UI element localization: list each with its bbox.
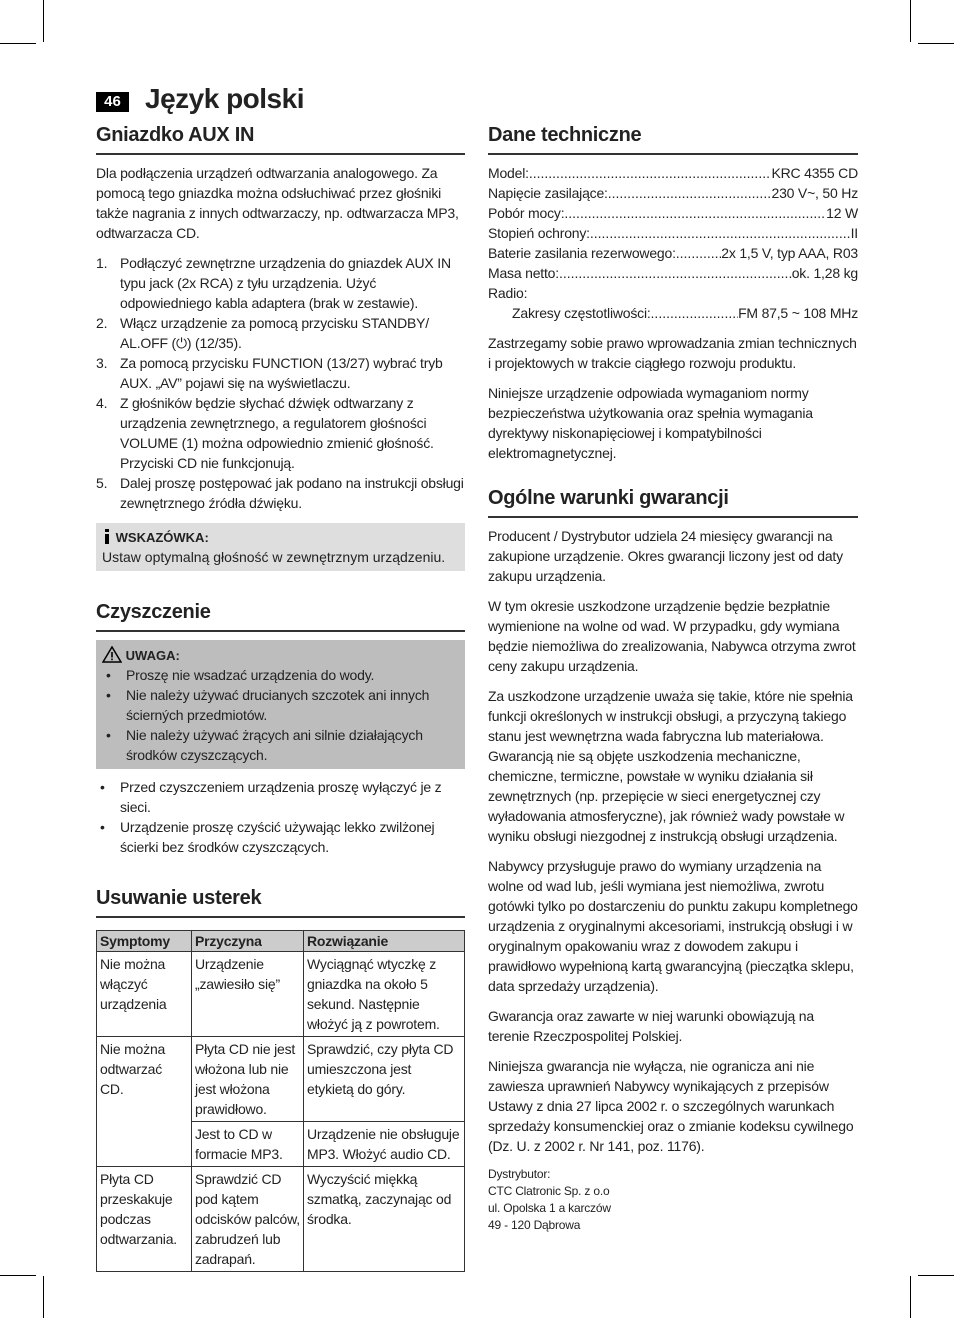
warning-icon xyxy=(102,646,122,663)
crop-mark xyxy=(918,1275,954,1276)
warranty-paragraph: W tym okresie uszkodzone urządzenie będzie bezpłatnie wymienione na wolne od wad. W przypadku, gdy wymiana będzie niemożliwa do zrealizowania, Nabywca otrzyma zwrot ceny zakupu urządzenia. xyxy=(488,598,856,674)
table-cell: Płyta CD przeskakuje podczas odtwarzania. xyxy=(97,1167,192,1272)
hint-text: Ustaw optymalną głośność w zewnętrznym urządzeniu. xyxy=(102,549,446,565)
column-header: Przyczyna xyxy=(192,931,304,952)
spec-row: Pobór mocy: ..... 12 W xyxy=(488,203,858,223)
warning-title: UWAGA: xyxy=(125,648,180,663)
warranty-paragraph: Producent / Dystrybutor udziela 24 miesięcy gwarancji na zakupione urządzenie. Okres gwarancji liczony jest od daty zakupu urządzenia. xyxy=(488,528,843,584)
crop-mark xyxy=(0,43,36,44)
list-item: 5. Dalej proszę postępować jak podano na instrukcji obsługi zewnętrznego źródła dźwięku. xyxy=(96,475,464,511)
distributor-line: Dystrybutor: xyxy=(488,1167,551,1181)
warranty-paragraph: Niniejsza gwarancja nie wyłącza, nie ogranicza ani nie zawiesza uprawnień Nabywcy wynikających z przepisów Ustawy z dnia 27 lipca 2002 r. o szczególnych warunkach sprzedaży konsumenckiej oraz o zmianie kodeksu cywilnego (Dz. U. z 2002 r. Nr 141, poz. 1176). xyxy=(488,1058,854,1154)
warning-list xyxy=(102,665,459,765)
crop-mark xyxy=(910,0,911,42)
distributor-line: CTC Clatronic Sp. z o.o xyxy=(488,1184,610,1198)
warranty-paragraph: Gwarancja oraz zawarte w niej warunki obowiązują na terenie Rzeczpospolitej Polskiej. xyxy=(488,1008,814,1044)
aux-heading: Gniazdko AUX IN xyxy=(96,124,465,155)
crop-mark xyxy=(43,0,44,42)
page-number: 46 xyxy=(96,92,129,112)
specs-list xyxy=(488,163,858,323)
list-item: • Przed czyszczeniem urządzenia proszę wyłączyć je z sieci. xyxy=(96,777,465,817)
table-cell: Nie można włączyć urządzenia xyxy=(97,952,192,1037)
hint-box xyxy=(96,523,465,571)
cleaning-heading: Czyszczenie xyxy=(96,601,465,632)
list-item: 2. Włącz urządzenie za pomocą przycisku STANDBY/ AL.OFF (⏻) (12/35). xyxy=(96,315,429,351)
troubleshooting-heading: Usuwanie usterek xyxy=(96,887,465,918)
table-row xyxy=(97,952,465,1037)
cleaning-tips xyxy=(96,777,465,857)
hint-title: WSKAZÓWKA: xyxy=(115,530,209,545)
list-item: 1. Podłączyć zewnętrzne urządzenia do gniazdek AUX IN typu jack (2x RCA) z tyłu urządzenia. Użyć odpowiedniego kabla adaptera (brak w zestawie). xyxy=(96,255,451,311)
table-cell: Wyciągnąć wtyczkę z gniazdka na około 5 sekund. Następnie włożyć ją z powrotem. xyxy=(304,952,465,1037)
table-row xyxy=(97,1037,465,1122)
warning-box xyxy=(96,640,465,769)
conformity-note: Niniejsze urządzenie odpowiada wymaganiom normy bezpieczeństwa użytkowania oraz spełnia wymagania dyrektywy niskonapięciowej i kompatybilności elektromagnetycznej. xyxy=(488,385,813,461)
list-item: • Nie należy używać żrących ani silnie działających środków czyszczących. xyxy=(102,725,459,765)
radio-label: Radio: xyxy=(488,285,528,301)
crop-mark xyxy=(0,1275,36,1276)
distributor-line: 49 - 120 Dąbrowa xyxy=(488,1218,581,1232)
spec-row: Masa netto: ..... ok. 1,28 kg xyxy=(488,263,858,283)
spec-row: Baterie zasilania rezerwowego: ..... 2x 1,5 V, typ AAA, R03 xyxy=(488,243,858,263)
page-title: Język polski xyxy=(145,83,304,114)
list-item: • Proszę nie wsadzać urządzenia do wody. xyxy=(102,665,459,685)
specs-note: Zastrzegamy sobie prawo wprowadzania zmian technicznych i projektowych w trakcie ciągłego rozwoju produktu. xyxy=(488,335,857,371)
info-icon xyxy=(102,529,112,544)
table-header-row xyxy=(97,931,465,952)
spec-row: Napięcie zasilające: ..... 230 V~, 50 Hz xyxy=(488,183,858,203)
table-cell: Jest to CD w formacie MP3. xyxy=(192,1122,304,1167)
right-column xyxy=(488,124,858,1234)
spec-row: Stopień ochrony: ..... II xyxy=(488,223,858,243)
spec-row: Model: ..... KRC 4355 CD xyxy=(488,163,858,183)
table-cell: Urządzenie nie obsługuje MP3. Włożyć audio CD. xyxy=(304,1122,465,1167)
table-cell: Urządzenie „zawiesiło się” xyxy=(192,952,304,1037)
table-cell: Wyczyścić miękką szmatką, zaczynając od środka. xyxy=(304,1167,465,1272)
aux-intro: Dla podłączenia urządzeń odtwarzania analogowego. Za pomocą tego gniazdka można odsłuchiwać przez głośniki także nagrania z innych odtwarzaczy, np. odtwarzacza MP3, odtwarzacza CD. xyxy=(96,165,459,241)
list-item: 4. Z głośników będzie słychać dźwięk odtwarzany z urządzenia zewnętrznego, a regulatorem głośności VOLUME (1) można odpowiednio zmienić głośność. Przyciski CD nie funkcjonują. xyxy=(96,395,434,471)
table-cell: Płyta CD nie jest włożona lub nie jest włożona prawidłowo. xyxy=(192,1037,304,1122)
warranty-paragraph: Za uszkodzone urządzenie uważa się takie, które nie spełnia funkcji określonych w instrukcji obsługi, a przyczyną takiego stanu jest wewnętrzna wada fabryczna lub materiałowa. Gwarancją nie są objęte uszkodzenia mechaniczne, chemiczne, termiczne, powstałe w wyniku działania sił zewnętrznych (np. przepięcie w sieci energetycznej czy wyładowania atmosferyczne), jak również wady powstałe w wyniku obsługi niezgodnej z instrukcją obsługi urządzenia. xyxy=(488,688,853,844)
troubleshooting-table xyxy=(96,930,465,1272)
specs-heading: Dane techniczne xyxy=(488,124,858,155)
column-header: Symptomy xyxy=(97,931,192,952)
list-item: • Urządzenie proszę czyścić używając lekko zwilżonej ścierki bez środków czyszczących. xyxy=(96,817,465,857)
aux-steps xyxy=(96,253,465,513)
warranty-heading: Ogólne warunki gwarancji xyxy=(488,487,858,518)
distributor-info xyxy=(488,1166,858,1234)
column-header: Rozwiązanie xyxy=(304,931,465,952)
warranty-paragraph: Nabywcy przysługuje prawo do wymiany urządzenia na wolne od wad lub, jeśli wymiana jest niemożliwa, zwrotu gotówki tylko po dostarczeniu do punktu zakupu kompletnego urządzenia z oryginalnymi akcesoriami, instrukcją obsługi i w oryginalnym opakowaniu wraz z dowodem zakupu i prawidłowo wypełnioną kartą gwarancyjną (pieczątka sklepu, data sprzedaży urządzenia). xyxy=(488,858,858,994)
left-column xyxy=(96,124,465,1272)
crop-mark xyxy=(43,1276,44,1318)
table-cell: Nie można odtwarzać CD. xyxy=(97,1037,192,1167)
crop-mark xyxy=(910,1276,911,1318)
crop-mark xyxy=(918,43,954,44)
table-cell: Sprawdzić CD pod kątem odcisków palców, zabrudzeń lub zadrapań. xyxy=(192,1167,304,1272)
distributor-line: ul. Opolska 1 a karczów xyxy=(488,1201,611,1215)
table-row xyxy=(97,1167,465,1272)
table-cell: Sprawdzić, czy płyta CD umieszczona jest etykietą do góry. xyxy=(304,1037,465,1122)
list-item: 3. Za pomocą przycisku FUNCTION (13/27) wybrać tryb AUX. „AV” pojawi się na wyświetlaczu. xyxy=(96,355,443,391)
spec-row: Zakresy częstotliwości: ..... FM 87,5 ~ 108 MHz xyxy=(488,303,858,323)
list-item: • Nie należy używać drucianych szczotek ani innych ścierných przedmiotów. xyxy=(102,685,459,725)
